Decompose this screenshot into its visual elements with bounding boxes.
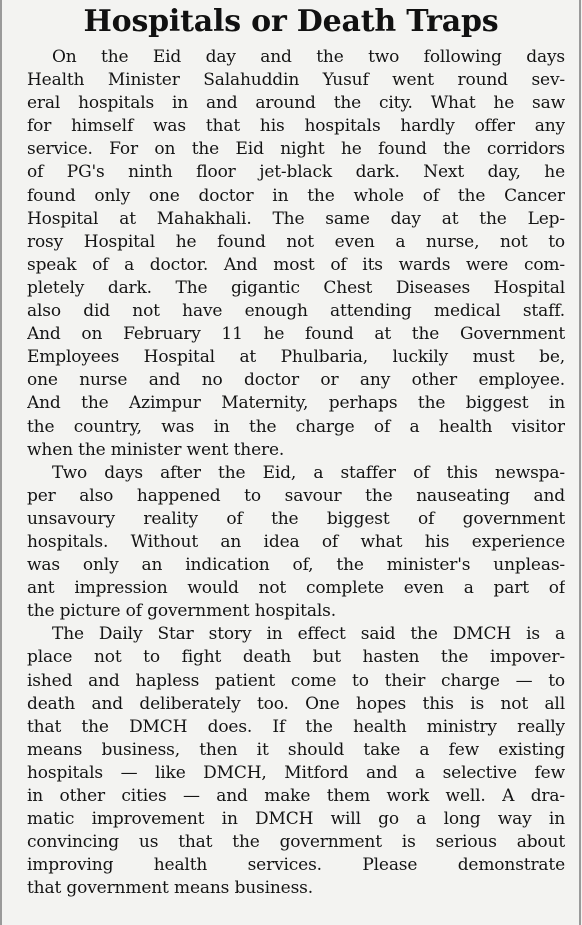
article-paragraph — [27, 46, 565, 462]
text-line: found only one doctor in the whole of the Cancer — [27, 185, 565, 206]
article-paragraph — [27, 623, 565, 900]
text-line: convincing us that the government is serious about — [27, 832, 565, 853]
text-line: in other cities — and make them work well. A dra- — [27, 786, 565, 806]
text-line: the picture of government hospitals. — [27, 601, 336, 622]
column-rule-right — [579, 0, 581, 925]
text-line: improving health services. Please demonstrate — [27, 855, 565, 876]
text-line: The Daily Star story in effect said the DMCH is a — [52, 624, 565, 645]
text-line: ant impression would not complete even a part of — [27, 578, 565, 599]
text-line: Employees Hospital at Phulbaria, luckily must be, — [27, 347, 565, 368]
text-line: speak of a doctor. And most of its wards were com- — [27, 254, 565, 275]
text-line: hospitals — like DMCH, Mitford and a selective few — [27, 762, 565, 783]
text-line: eral hospitals in and around the city. What he saw — [27, 93, 565, 114]
text-line: service. For on the Eid night he found the corridors — [27, 139, 565, 160]
text-line: means business, then it should take a few existing — [27, 739, 565, 760]
text-line: also did not have enough attending medical staff. — [27, 301, 565, 322]
text-line: matic improvement in DMCH will go a long way in — [27, 809, 565, 830]
text-line: of PG's ninth floor jet-black dark. Next day, he — [27, 162, 565, 183]
text-line: that the DMCH does. If the health ministry really — [27, 716, 565, 737]
text-line: the country, was in the charge of a health visitor — [27, 416, 565, 437]
column-rule-left — [0, 0, 2, 925]
text-line: Health Minister Salahuddin Yusuf went round sev- — [27, 70, 565, 91]
article-body — [27, 46, 565, 900]
text-line: place not to fight death but hasten the impover- — [27, 647, 565, 668]
text-line: for himself was that his hospitals hardly offer any — [27, 116, 565, 137]
text-line: one nurse and no doctor or any other employee. — [27, 370, 565, 391]
article-headline: Hospitals or Death Traps — [83, 4, 499, 39]
article-paragraph — [27, 462, 565, 624]
text-line: per also happened to savour the nauseating and — [27, 485, 565, 506]
text-line: On the Eid day and the two following days — [52, 47, 565, 67]
text-line: hospitals. Without an idea of what his experience — [27, 531, 565, 552]
text-line: that government means business. — [27, 878, 313, 899]
text-line: And the Azimpur Maternity, perhaps the biggest in — [27, 393, 565, 414]
text-line: Hospital at Mahakhali. The same day at the Lep- — [27, 208, 565, 229]
text-line: Two days after the Eid, a staffer of this newspa- — [52, 462, 565, 483]
text-line: pletely dark. The gigantic Chest Diseases Hospital — [27, 277, 565, 298]
text-line: when the minister went there. — [27, 439, 285, 460]
text-line: was only an indication of, the minister's unpleas- — [27, 555, 565, 576]
text-line: rosy Hospital he found not even a nurse, not to — [27, 231, 565, 252]
text-line: And on February 11 he found at the Government — [27, 324, 565, 345]
text-line: ished and hapless patient come to their charge — to — [27, 670, 565, 691]
text-line: unsavoury reality of the biggest of government — [27, 508, 565, 529]
clipped-next-heading — [0, 921, 582, 925]
text-line: death and deliberately too. One hopes this is not all — [27, 693, 565, 714]
